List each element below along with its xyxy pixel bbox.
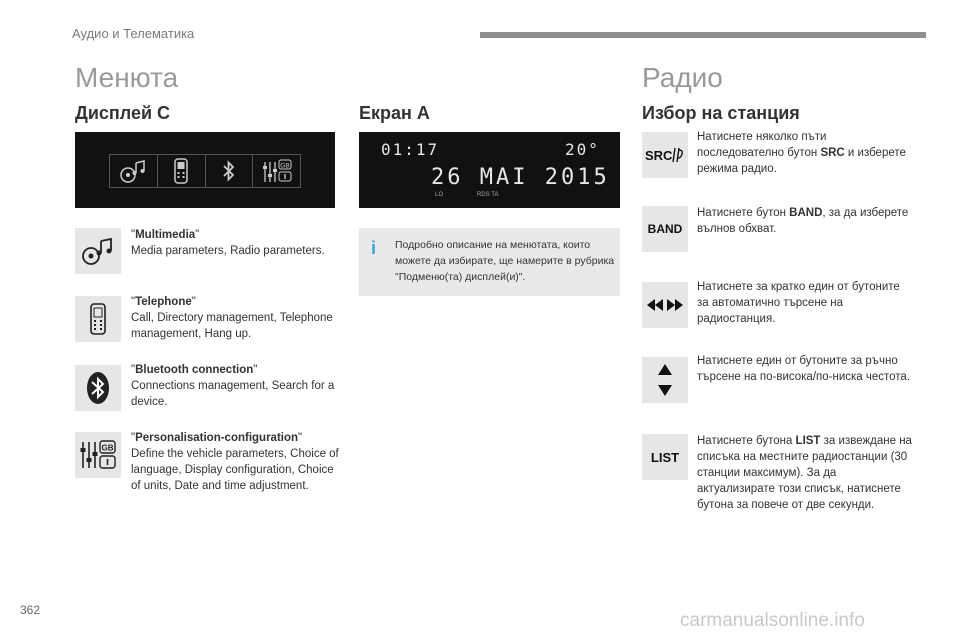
manual-tune-arrows-icon [642,357,688,403]
list-instruction [697,433,912,513]
bluetooth-label: Bluetooth connection [135,364,254,376]
telephone-menu-text: "Telephone" Call, Directory management, Telephone management, Hang up. [131,296,333,340]
header-bar [480,32,926,38]
svg-text:SRC: SRC [645,148,673,163]
band-text-pre: Натиснете бутон [697,207,790,219]
display-c-title: Дисплей C [75,103,171,123]
telephone-desc: Call, Directory management, Telephone management, Hang up. [131,312,333,340]
menu-section-title: Менюта [75,62,179,93]
station-title: Избор на станция [642,103,800,123]
display-date: 26 MAI 2015 [431,165,610,190]
personalisation-desc: Define the vehicle parameters, Choice of language, Display configuration, Choice of units, Date and time adjustment. [131,448,339,492]
page-number: 362 [20,603,41,617]
bluetooth-menu-text: "Bluetooth connection" Connections management, Search for a device. [131,364,335,408]
src-text-pre: Натиснете няколко пъти последователно бутон [697,131,827,159]
band-instruction [697,205,912,237]
header-title: Аудио и Телематика [72,26,195,41]
list-text-pre: Натиснете бутона [697,435,796,447]
bluetooth-icon [206,155,254,187]
telephone-icon [158,155,206,187]
src-text-post: и изберете режима радио. [697,147,906,175]
src-text-bold: SRC [820,147,845,159]
bluetooth-icon [75,365,121,411]
list-text-post: за извеждане на списъка на местните радиостанции (30 станции максимум). За да актуализирате този списък, натиснете бутона за повече от две секунди. [697,435,912,511]
multimedia-label: Multimedia [135,229,196,241]
seek-buttons-icon [642,282,688,328]
seek-instruction: Натиснете за кратко един от бутоните за автоматично търсене на радиостанция. [697,281,900,325]
settings-icon [75,432,121,478]
band-text-post: , за да изберете вълнов обхват. [697,207,909,235]
multimedia-desc: Media parameters, Radio parameters. [131,245,325,257]
manual-tune-instruction: Натиснете един от бутоните за ръчно търсене на по-висока/по-ниска честота. [697,355,911,383]
info-box [359,228,620,296]
display-time: 01:17 [381,140,440,159]
svg-text:GB: GB [279,162,290,170]
multimedia-menu-text: "Multimedia" Media parameters, Radio parameters. [131,229,325,257]
display-rds-indicator: RDS TA [477,192,499,198]
screen-a-display [359,132,620,208]
band-button-icon [642,206,688,252]
info-icon: i [371,238,377,258]
band-text-bold: BAND [789,207,823,219]
list-button-label: LIST [650,449,680,465]
multimedia-icon [110,155,158,187]
bluetooth-desc: Connections management, Search for a device. [131,380,335,408]
src-instruction [697,129,912,177]
display-c-menu-bar [109,154,301,188]
telephone-icon [75,296,121,342]
info-text: Подробно описание на менютата, които можете да избирате, ще намерите в рубрика "Подменю(та) дисплей(и)". [395,239,615,283]
src-button-icon [642,132,688,178]
telephone-label: Telephone [135,296,192,308]
radio-section-title: Радио [642,62,723,93]
list-button-icon [642,434,688,480]
display-c-screen [75,132,335,208]
personalisation-label: Personalisation-configuration [135,432,299,444]
band-button-label: BAND [647,222,683,236]
svg-text:GB: GB [101,443,114,453]
multimedia-icon [75,228,121,274]
watermark: carmanualsonline.info [680,610,865,631]
display-lo-indicator: LO [435,192,444,198]
display-temperature: 20° [565,140,600,159]
personalisation-menu-text: "Personalisation-configuration" Define the vehicle parameters, Choice of language, Display configuration, Choice of units, Date and time adjustment. [131,432,339,492]
list-text-bold: LIST [795,435,821,447]
screen-a-title: Екран A [359,103,430,123]
settings-icon [253,155,300,187]
